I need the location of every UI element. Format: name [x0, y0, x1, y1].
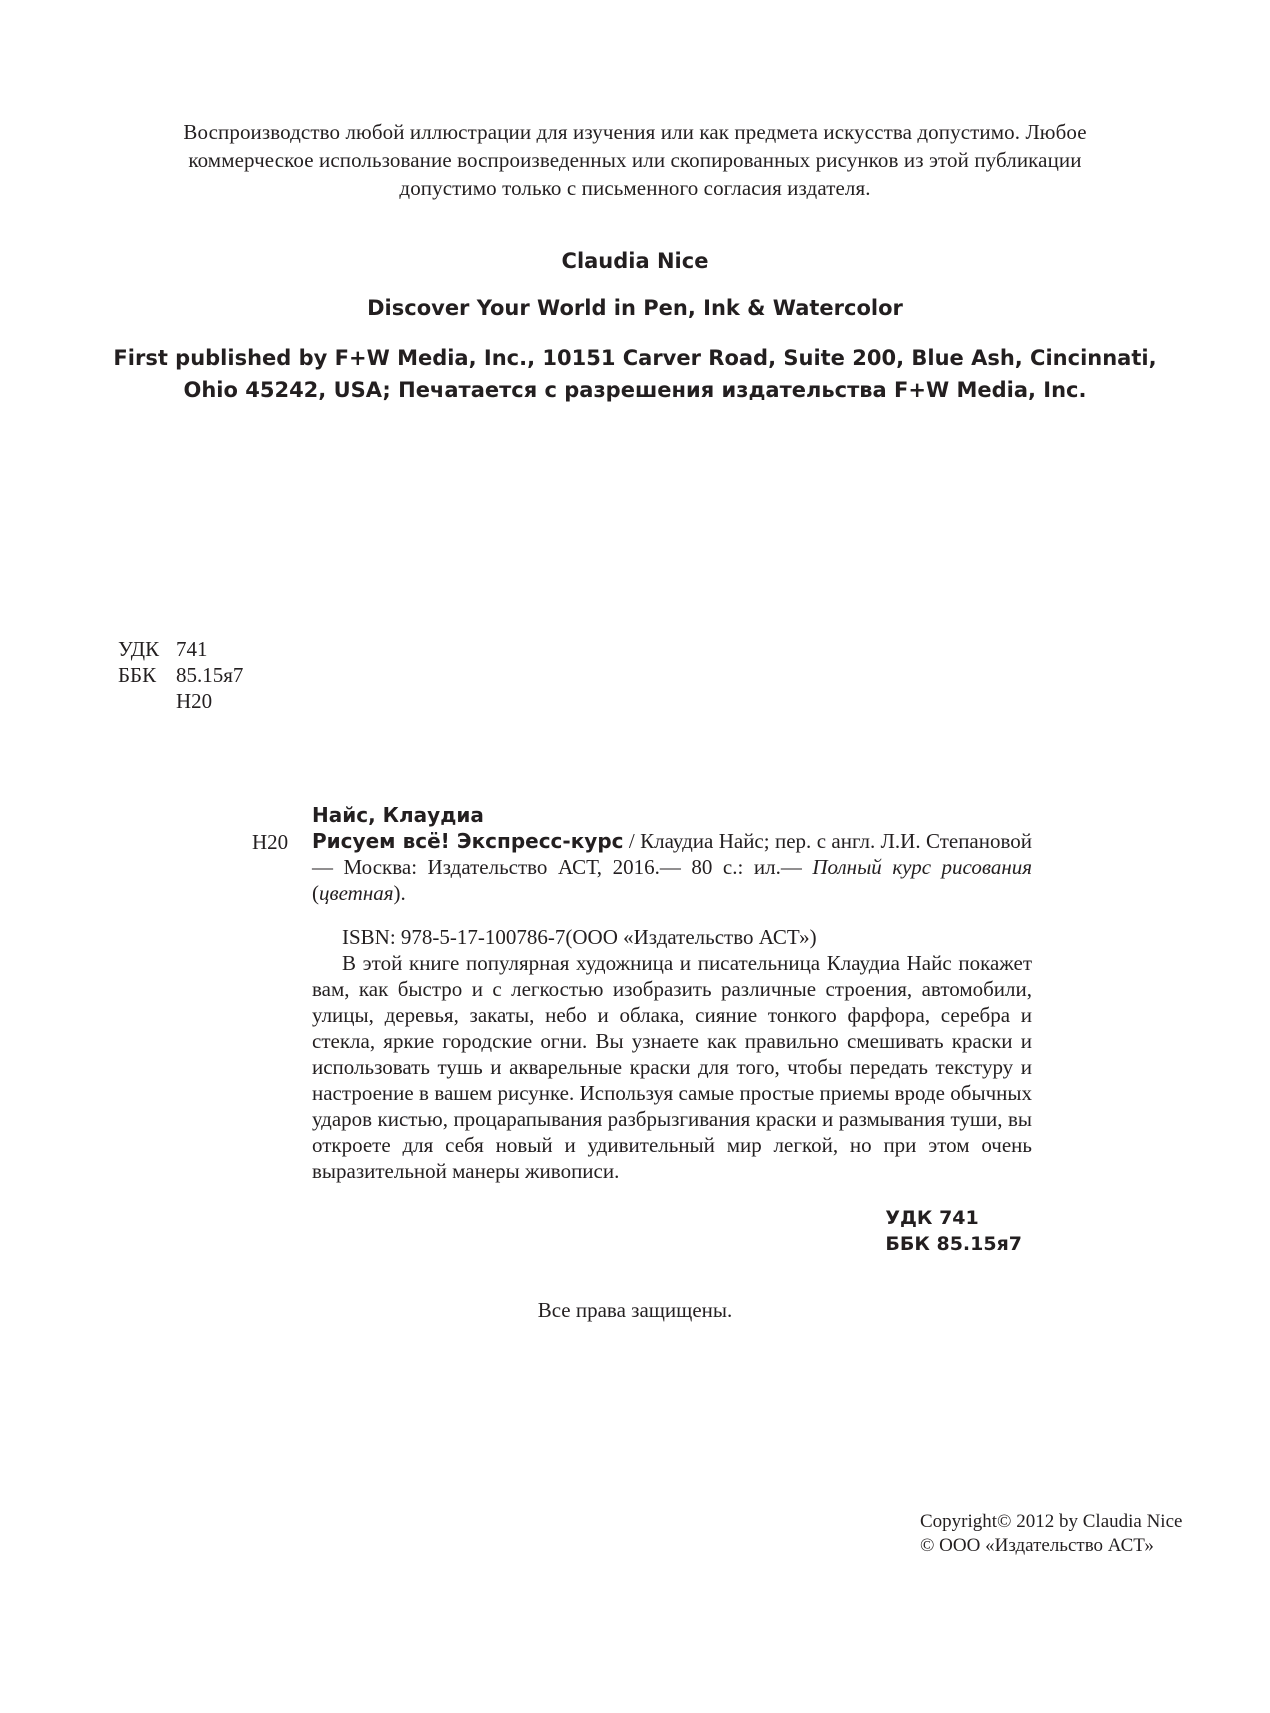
record-title: Рисуем всё! Экспресс-курс [312, 829, 624, 853]
notice-line: допустимо только с письменного согласия издателя. [399, 176, 871, 200]
udk-label: УДК [118, 637, 160, 661]
author-sign: Н20 [176, 689, 213, 713]
first-published-note [100, 342, 1170, 406]
record-isbn: ISBN: 978-5-17-100786-7(ООО «Издательство АСТ») [342, 925, 817, 949]
udk-row [118, 636, 243, 662]
copyright-line: © ООО «Издательство АСТ» [920, 1535, 1154, 1556]
original-author: Claudia Nice [561, 249, 709, 273]
copyright-line: Copyright© 2012 by Claudia Nice [920, 1511, 1183, 1532]
first-published-line: First published by F+W Media, Inc., 10151 Carver Road, Suite 200, Blue Ash, Cincinnati, [113, 346, 1157, 370]
bbk-label: ББК [118, 663, 157, 687]
record-author: Найс, Клаудиа [312, 803, 484, 827]
notice-line: коммерческое использование воспроизведенных или скопированных рисунков из этой публикации [188, 148, 1082, 172]
copyright-notice [920, 1510, 1182, 1558]
rights-reserved: Все права защищены. [537, 1298, 733, 1322]
reproduction-notice [150, 118, 1120, 202]
record-desc-part: / Клаудиа Найс; пер. с англ. Л.И. Степановой — Москва: Издательство АСТ, 2016.— 80 с.: ил.— [312, 829, 1033, 879]
author-sign-row [118, 688, 243, 714]
udk-value: 741 [176, 637, 208, 661]
first-published-line: Ohio 45242, USA; Печатается с разрешения издательства F+W Media, Inc. [183, 378, 1087, 402]
record-abstract: В этой книге популярная художница и писательница Клаудиа Найс покажет вам, как быстро и с легкостью изобразить различные строения, автомобили, улицы, деревья, закаты, небо и облака, сияние тонкого фарфора, серебра и стекла, яркие городские огни. Вы узнаете как правильно смешивать краски и использовать тушь и акварельные краски для того, чтобы передать текстуру и настроение в вашем рисунке. Используя самые простые приемы вроде обычных ударов кистью, процарапывания разбрызгивания краски и размывания туши, вы откроете для себя новый и удивительный мир легкой, но при этом очень выразительной манеры живописи. [312, 951, 1032, 1183]
record-udk: УДК 741 [885, 1207, 979, 1229]
classification-codes [118, 636, 243, 714]
original-title: Discover Your World in Pen, Ink & Watercolor [367, 296, 903, 320]
record-desc-part: ). [393, 881, 406, 905]
record-description [312, 828, 1032, 906]
bbk-value: 85.15я7 [176, 663, 244, 687]
record-series: Полный курс рисования [812, 855, 1033, 879]
record-author-sign: Н20 [252, 830, 289, 854]
record-bbk: ББК 85.15я7 [885, 1233, 1022, 1255]
bbk-row [118, 662, 243, 688]
record-desc-part: ( [312, 881, 319, 905]
notice-line: Воспроизводство любой иллюстрации для изучения или как предмета искусства допустимо. Любое [183, 120, 1087, 144]
record-series-sub: цветная [319, 881, 394, 905]
record-codes [885, 1205, 1022, 1257]
